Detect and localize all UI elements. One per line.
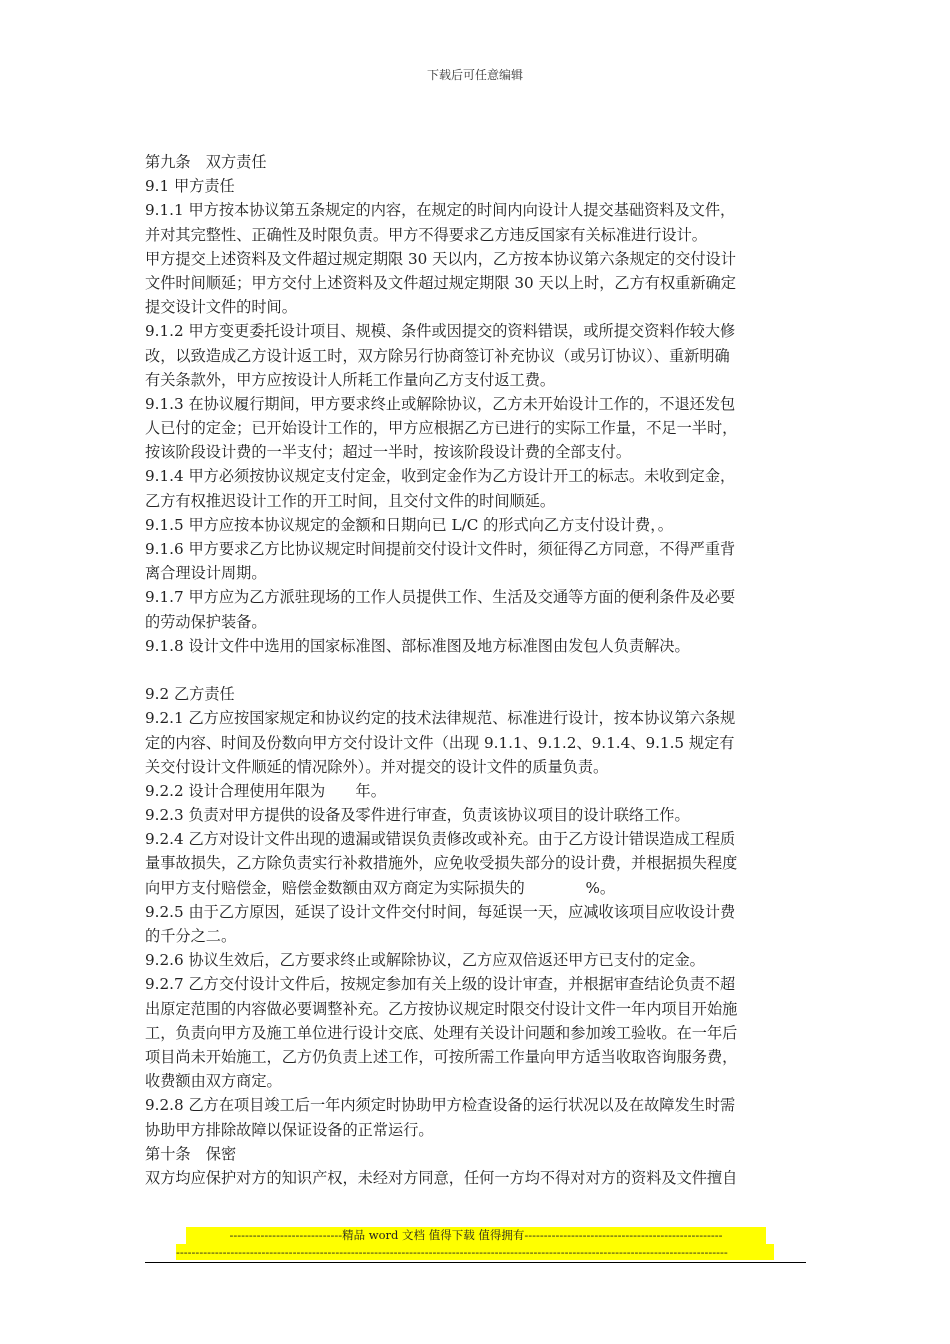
text-line: 协助甲方排除故障以保证设备的正常运行。 <box>145 1120 434 1139</box>
text-line: 文件时间顺延；甲方交付上述资料及文件超过规定期限 30 天以上时，乙方有权重新确定 <box>145 273 736 292</box>
text-line: 有关条款外，甲方应按设计人所耗工作量向乙方支付返工费。 <box>145 370 556 389</box>
text-line: 9.2.4 乙方对设计文件出现的遗漏或错误负责修改或补充。由于乙方设计错误造成工程质 <box>145 830 736 849</box>
footer-rule <box>145 1262 806 1263</box>
text-line: 9.2.2 设计合理使用年限为 年。 <box>145 781 386 800</box>
text-line: 工，负责向甲方及施工单位进行设计交底、处理有关设计问题和参加竣工验收。在一年后 <box>145 1023 738 1042</box>
footer-banner: -----------------------------精品 word 文档 值得下载 值得拥有--------------------------------------------------- <box>186 1227 766 1244</box>
text-line: 双方均应保护对方的知识产权，未经对方同意，任何一方均不得对对方的资料及文件擅自 <box>145 1168 738 1187</box>
text-line: 乙方有权推迟设计工作的开工时间，且交付文件的时间顺延。 <box>145 491 556 510</box>
text-line: 量事故损失，乙方除负责实行补救措施外，应免收受损失部分的设计费，并根据损失程度 <box>145 854 738 873</box>
text-line: 9.2.8 乙方在项目竣工后一年内须定时协助甲方检查设备的运行状况以及在故障发生时需 <box>145 1096 736 1115</box>
text-line: 9.2.5 由于乙方原因，延误了设计文件交付时间，每延误一天，应减收该项目应收设计费 <box>145 902 736 921</box>
text-line: 9.2.1 乙方应按国家规定和协议约定的技术法律规范、标准进行设计，按本协议第六条规 <box>145 709 736 728</box>
text-line: 出原定范围的内容做必要调整补充。乙方按协议规定时限交付设计文件一年内项目开始施 <box>145 999 738 1018</box>
text-line: 9.2.6 协议生效后，乙方要求终止或解除协议，乙方应双倍返还甲方已支付的定金。 <box>145 951 705 970</box>
text-line: 定的内容、时间及份数向甲方交付设计文件（出现 9.1.1、9.1.2、9.1.4、9.1.5 规定有 <box>145 733 735 752</box>
text-line <box>145 658 805 682</box>
text-line: 9.1.2 甲方变更委托设计项目、规模、条件或因提交的资料错误，或所提交资料作较大修 <box>145 322 736 341</box>
text-line: 项目尚未开始施工，乙方仍负责上述工作，可按所需工作量向甲方适当收取咨询服务费， <box>145 1047 738 1066</box>
text-line: 9.1.7 甲方应为乙方派驻现场的工作人员提供工作、生活及交通等方面的便利条件及必要 <box>145 588 736 607</box>
text-line: 离合理设计周期。 <box>145 564 267 583</box>
document-body <box>145 150 805 1190</box>
text-line: 9.1 甲方责任 <box>145 177 235 196</box>
text-line: 按该阶段设计费的一半支付；超过一半时，按该阶段设计费的全部支付。 <box>145 443 631 462</box>
text-line: 9.1.4 甲方必须按协议规定支付定金，收到定金作为乙方设计开工的标志。未收到定金， <box>145 467 736 486</box>
text-line: 向甲方支付赔偿金，赔偿金数额由双方商定为实际损失的 %。 <box>145 878 616 897</box>
text-line: 的千分之二。 <box>145 927 237 945</box>
text-line: 甲方提交上述资料及文件超过规定期限 30 天以内，乙方按本协议第六条规定的交付设计 <box>145 249 736 268</box>
text-line: 9.1.6 甲方要求乙方比协议规定时间提前交付设计文件时，须征得乙方同意，不得严重背 <box>145 540 736 558</box>
text-line: 改，以致造成乙方设计返工时，双方除另行协商签订补充协议（或另订协议）、重新明确 <box>145 346 730 365</box>
text-line: 9.2 乙方责任 <box>145 685 235 704</box>
footer-dashes: ---------------------------------------------------------------------------------------------------------------------------------------------- <box>176 1244 774 1260</box>
page-header: 下载后可任意编辑 <box>426 68 523 82</box>
text-line: 9.1.1 甲方按本协议第五条规定的内容，在规定的时间内向设计人提交基础资料及文件， <box>145 201 736 220</box>
text-line: 9.1.8 设计文件中选用的国家标准图、部标准图及地方标准图由发包人负责解决。 <box>145 636 690 655</box>
text-line: 9.2.7 乙方交付设计文件后，按规定参加有关上级的设计审查，并根据审查结论负责不超 <box>145 975 736 994</box>
text-line: 9.1.5 甲方应按本协议规定的金额和日期向已 L/C 的形式向乙方支付设计费，。 <box>145 515 673 534</box>
text-line: 并对其完整性、正确性及时限负责。甲方不得要求乙方违反国家有关标准进行设计。 <box>145 225 707 244</box>
text-line: 的劳动保护装备。 <box>145 612 267 631</box>
text-line: 关交付设计文件顺延的情况除外）。并对提交的设计文件的质量负责。 <box>145 757 609 776</box>
text-line: 第十条 保密 <box>145 1144 237 1163</box>
text-line: 提交设计文件的时间。 <box>145 298 297 317</box>
text-line: 收费额由双方商定。 <box>145 1072 282 1091</box>
text-line: 人已付的定金；已开始设计工作的，甲方应根据乙方已进行的实际工作量，不足一半时， <box>145 419 738 438</box>
text-line: 第九条 双方责任 <box>145 153 267 171</box>
text-line: 9.2.3 负责对甲方提供的设备及零件进行审查，负责该协议项目的设计联络工作。 <box>145 806 690 825</box>
text-line: 9.1.3 在协议履行期间，甲方要求终止或解除协议，乙方未开始设计工作的，不退还发包 <box>145 394 736 413</box>
